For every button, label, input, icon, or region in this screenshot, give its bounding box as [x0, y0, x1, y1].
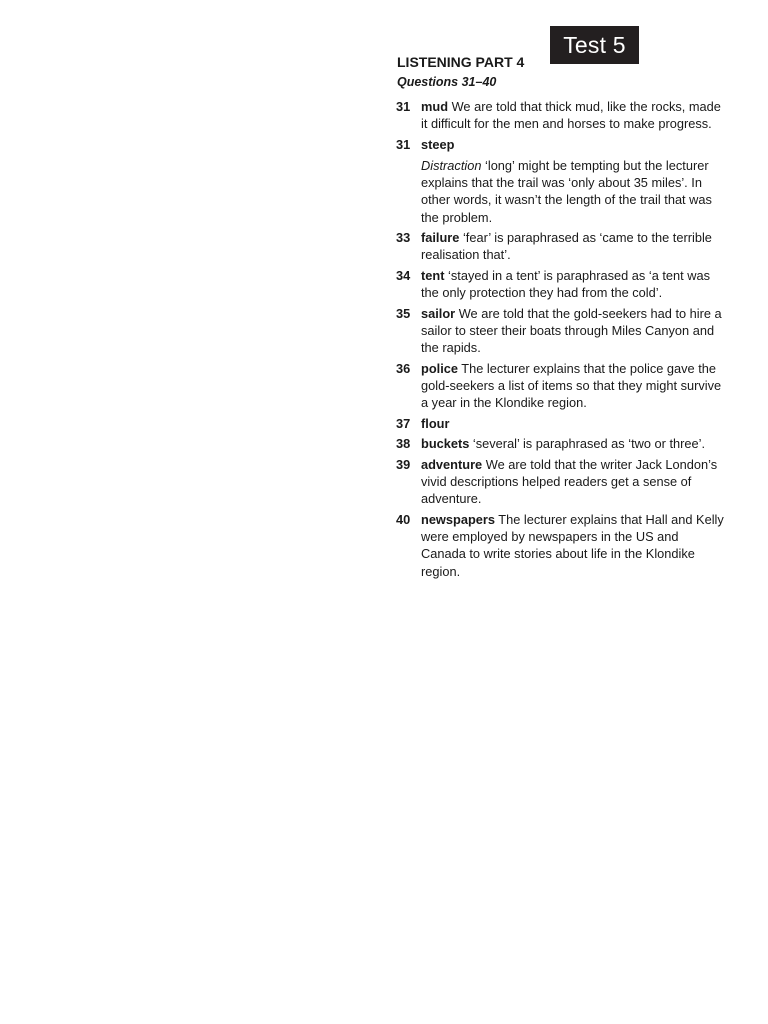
answer-word: failure [421, 230, 460, 246]
question-number: 36 [396, 360, 411, 376]
answer-item [396, 229, 726, 263]
answer-word: police [421, 360, 458, 376]
answer-word: buckets [421, 436, 470, 452]
answer-body [421, 305, 726, 357]
answer-item [396, 511, 726, 580]
question-number: 39 [396, 456, 411, 472]
answer-explanation: We are told that the gold-seekers had to hire a sailor to steer their boats through Miles Canyon and the rapids. [421, 305, 722, 356]
distraction-text: ‘long’ might be tempting but the lecturer explains that the trail was ‘only about 35 miles’. In other words, it wasn’t the length of the trail that was the problem. [421, 158, 712, 225]
answer-body [421, 435, 726, 452]
questions-range: Questions 31–40 [397, 75, 497, 89]
answer-body [421, 415, 726, 432]
answer-word: steep [421, 136, 455, 152]
question-number: 31 [396, 136, 411, 152]
question-number: 38 [396, 436, 411, 452]
test-number-badge: Test 5 [550, 26, 639, 64]
question-number: 37 [396, 415, 411, 431]
question-number: 33 [396, 230, 411, 246]
question-number: 40 [396, 511, 411, 527]
answer-body [421, 229, 726, 263]
answer-body [421, 511, 726, 580]
distraction-note [421, 157, 726, 226]
answer-explanation: ‘fear’ is paraphrased as ‘came to the terrible realisation that’. [421, 230, 712, 263]
answer-word: flour [421, 415, 450, 431]
answer-body [421, 98, 726, 132]
question-number: 31 [396, 99, 411, 114]
answer-key-list [396, 98, 726, 583]
answer-explanation: ‘stayed in a tent’ is paraphrased as ‘a tent was the only protection they had from the cold’. [421, 268, 711, 301]
answer-word: adventure [421, 456, 483, 472]
question-number: 35 [396, 305, 411, 321]
answer-item [396, 98, 726, 132]
answer-item [396, 136, 726, 226]
answer-word: newspapers [421, 511, 495, 527]
question-number: 34 [396, 268, 411, 283]
answer-item [396, 267, 726, 301]
answer-explanation: The lecturer explains that Hall and Kelly were employed by newspapers in the US and Canada to write stories about life in the Klondike region. [421, 511, 724, 579]
answer-item [396, 435, 726, 452]
answer-item [396, 456, 726, 508]
answer-body [421, 267, 726, 301]
answer-explanation: The lecturer explains that the police gave the gold-seekers a list of items so that they might survive a year in the Klondike region. [421, 360, 722, 411]
section-title: LISTENING PART 4 [397, 54, 525, 70]
answer-explanation: We are told that the writer Jack London’s vivid descriptions helped readers get a sense of adventure. [421, 456, 718, 507]
answer-word: mud [421, 99, 449, 114]
answer-item [396, 360, 726, 412]
answer-item [396, 415, 726, 432]
answer-body [421, 136, 726, 226]
answer-word: sailor [421, 305, 456, 321]
answer-explanation: ‘several’ is paraphrased as ‘two or three’. [469, 436, 706, 452]
answer-word: tent [421, 268, 445, 283]
answer-explanation: We are told that thick mud, like the rocks, made it difficult for the men and horses to make progress. [421, 99, 721, 132]
distraction-label: Distraction [421, 158, 482, 173]
answer-item [396, 305, 726, 357]
answer-body [421, 360, 726, 412]
answer-body [421, 456, 726, 508]
